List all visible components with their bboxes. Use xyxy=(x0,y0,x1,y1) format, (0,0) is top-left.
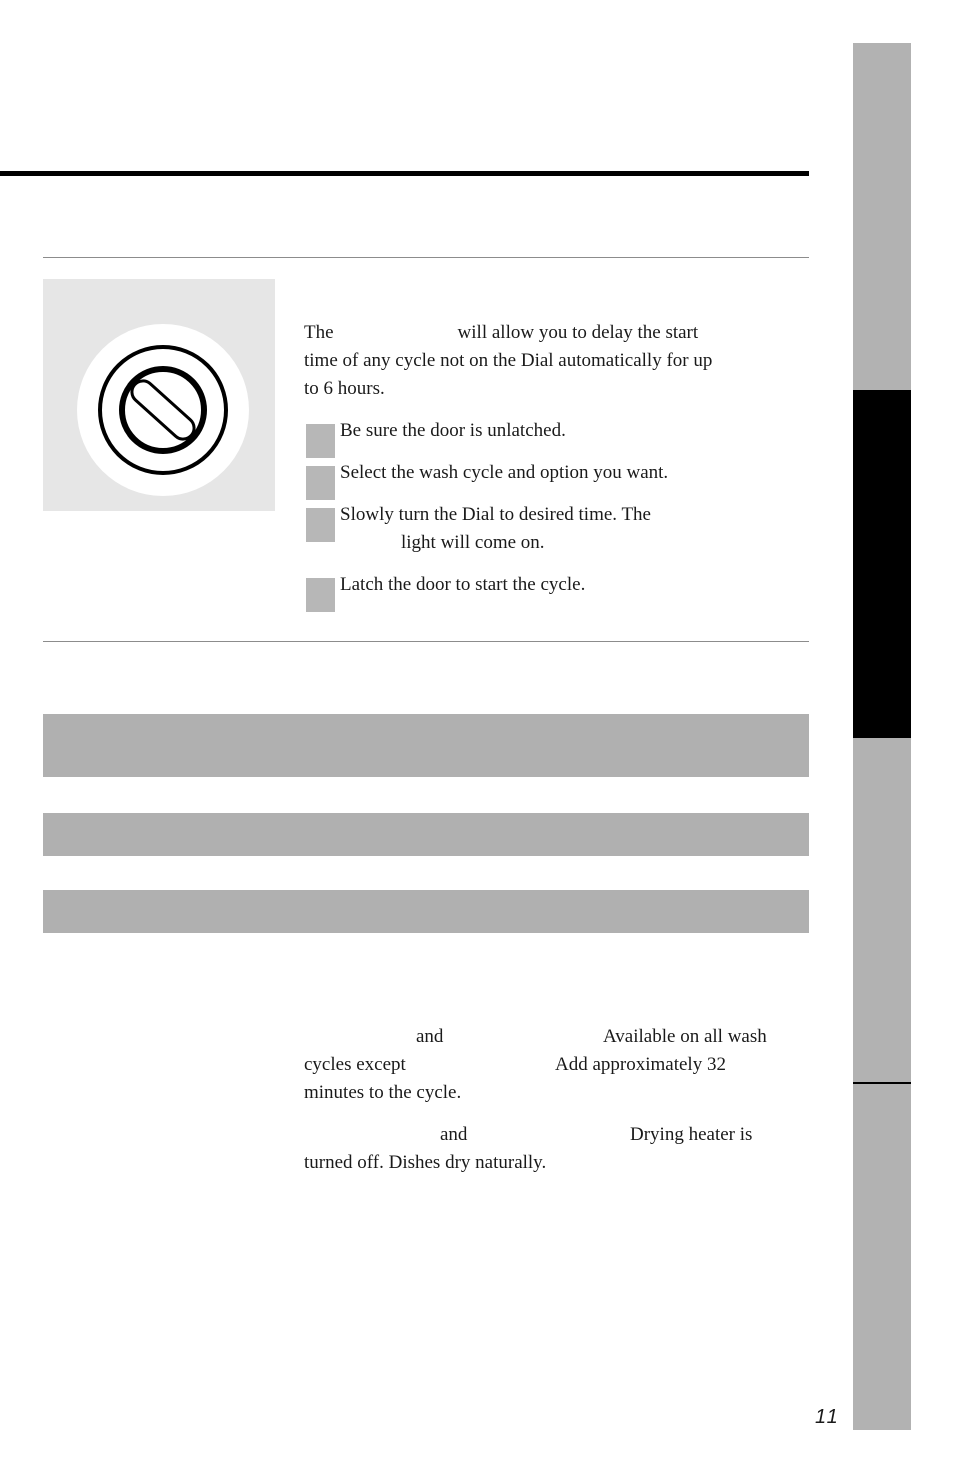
step-2-text: Select the wash cycle and option you want. xyxy=(340,462,669,483)
section-bar-small xyxy=(43,890,809,933)
intro-line3: to 6 hours. xyxy=(304,378,385,399)
option1-cycles-except: cycles except xyxy=(304,1054,406,1075)
step-marker-1 xyxy=(306,424,335,458)
header-rule xyxy=(0,171,809,176)
option2-turned-off: turned off. Dishes dry naturally. xyxy=(304,1152,547,1173)
side-tab-middle xyxy=(853,738,911,1082)
section-rule-top xyxy=(43,257,809,258)
section-bar-large xyxy=(43,714,809,777)
option1-add-time: Add approximately 32 xyxy=(555,1054,726,1075)
section-rule-bottom xyxy=(43,641,809,642)
step-marker-2 xyxy=(306,466,335,500)
step-1-text: Be sure the door is unlatched. xyxy=(340,420,566,441)
step-marker-4 xyxy=(306,578,335,612)
dial-illustration xyxy=(43,279,275,511)
side-tab-lower xyxy=(853,1084,911,1430)
page-number: 11 xyxy=(815,1406,840,1428)
step-3-text-line2: light will come on. xyxy=(401,532,545,553)
option1-and: and xyxy=(416,1026,444,1047)
side-tab-upper xyxy=(853,43,911,390)
intro-paragraph xyxy=(304,319,804,403)
step-4-text: Latch the door to start the cycle. xyxy=(340,574,586,595)
step-marker-3 xyxy=(306,508,335,542)
option1-minutes: minutes to the cycle. xyxy=(304,1082,462,1103)
option2-and: and xyxy=(440,1124,468,1145)
intro-line1-rest: will allow you to delay the start xyxy=(457,322,699,343)
option2-drying: Drying heater is xyxy=(630,1124,753,1145)
side-tab-active xyxy=(853,390,911,738)
delay-dial-icon xyxy=(43,279,275,511)
section-bar-medium xyxy=(43,813,809,856)
intro-word-the: The xyxy=(304,322,334,343)
option1-available: Available on all wash xyxy=(603,1026,767,1047)
intro-line2: time of any cycle not on the Dial automatically for up xyxy=(304,350,713,371)
step-3-text: Slowly turn the Dial to desired time. The xyxy=(340,504,651,525)
